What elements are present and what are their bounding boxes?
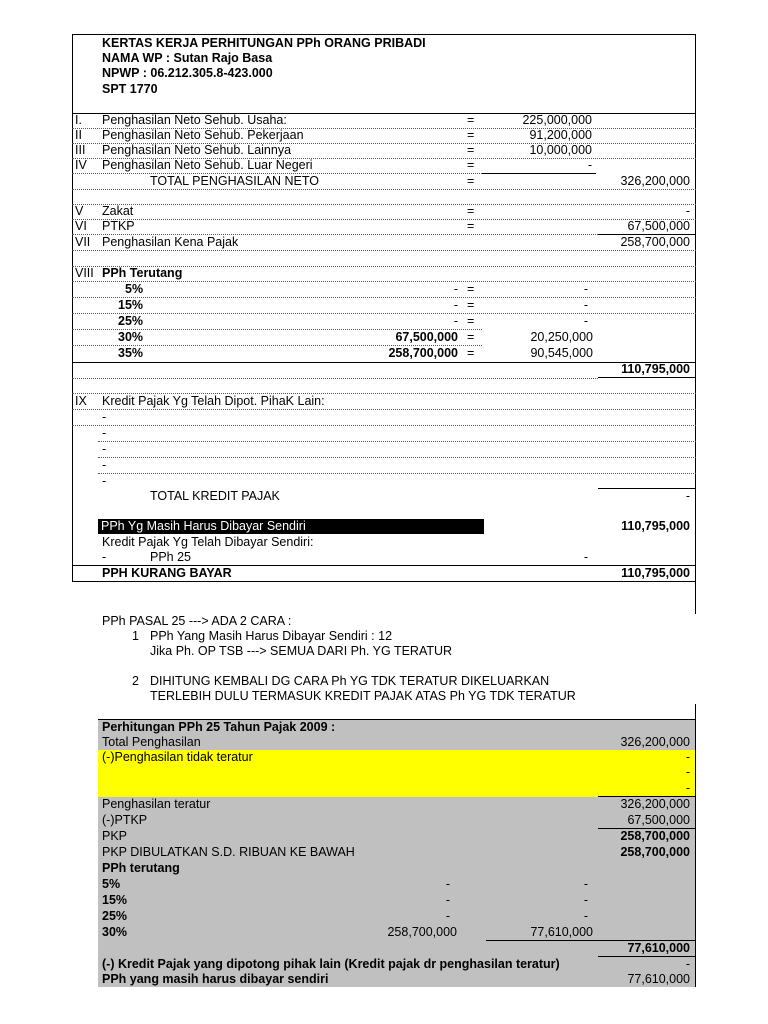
- kredit-item: -: [102, 442, 107, 456]
- total-neto-value: 326,200,000: [620, 174, 690, 188]
- note-1a: PPh Yang Masih Harus Dibayar Sendiri : 12: [150, 629, 393, 643]
- kurang-bayar-value: 110,795,000: [621, 566, 690, 580]
- note-2a: DIHITUNG KEMBALI DG CARA Ph YG TDK TERATUR DIKELUARKAN: [150, 674, 550, 688]
- note-1b: Jika Ph. OP TSB ---> SEMUA DARI Ph. YG TERATUR: [150, 644, 453, 658]
- masih-harus-label: PPh Yg Masih Harus Dibayar Sendiri: [101, 519, 306, 533]
- kredit-item: -: [102, 410, 107, 424]
- right-border: [695, 34, 696, 614]
- pph25-total: 77,610,000: [627, 941, 690, 955]
- doc-title: KERTAS KERJA PERHITUNGAN PPh ORANG PRIBADI: [102, 36, 426, 50]
- top-border: [72, 34, 696, 35]
- kurang-bayar-label: PPH KURANG BAYAR: [102, 566, 232, 580]
- taxpayer-name: NAMA WP : Sutan Rajo Basa: [102, 51, 273, 65]
- left-border: [72, 34, 73, 582]
- total-neto-label: TOTAL PENGHASILAN NETO: [150, 174, 320, 188]
- pph25-title: Perhitungan PPh 25 Tahun Pajak 2009 :: [102, 720, 336, 734]
- kredit-item: -: [102, 426, 107, 440]
- notes-heading: PPh PASAL 25 ---> ADA 2 CARA :: [102, 614, 292, 628]
- pph-terutang-total: 110,795,000: [621, 362, 690, 376]
- kredit-item: -: [102, 474, 107, 488]
- note-2b: TERLEBIH DULU TERMASUK KREDIT PAJAK ATAS Ph YG TDK TERATUR: [150, 689, 576, 703]
- kredit-item: -: [102, 458, 107, 472]
- spt-form: SPT 1770: [102, 82, 158, 96]
- taxpayer-npwp: NPWP : 06.212.305.8-423.000: [102, 66, 273, 80]
- kredit-sendiri-label: Kredit Pajak Yg Telah Dibayar Sendiri:: [102, 535, 314, 549]
- pph25-item: PPh 25: [150, 550, 192, 564]
- masih-harus-value: 110,795,000: [621, 519, 690, 533]
